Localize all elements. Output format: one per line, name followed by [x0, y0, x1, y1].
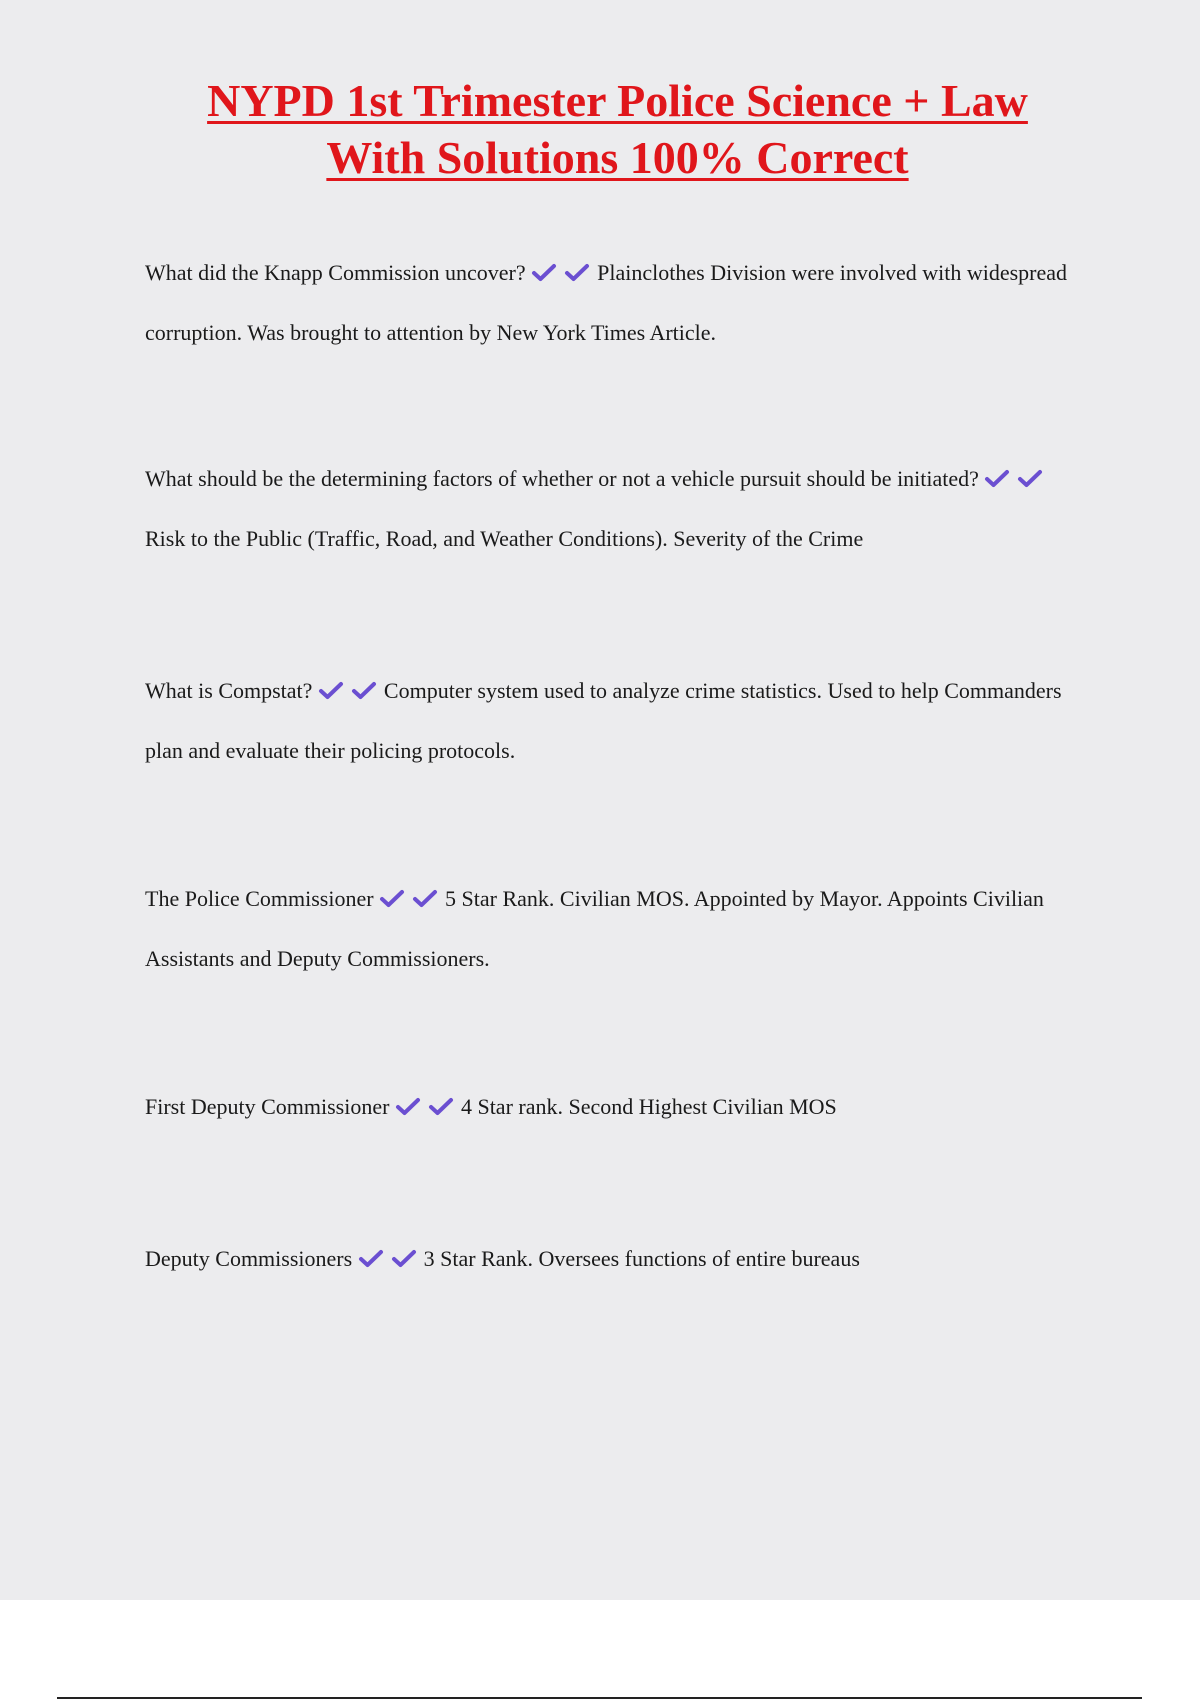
check-icon [564, 263, 590, 283]
qa-item [145, 243, 1075, 363]
title-line-2: With Solutions 100% Correct [326, 132, 909, 183]
document-title [100, 72, 1135, 186]
answer-text: Risk to the Public (Traffic, Road, and Weather Conditions). Severity of the Crime [145, 526, 864, 551]
check-icon [531, 263, 557, 283]
check-icon [351, 681, 377, 701]
check-icon [391, 1249, 417, 1269]
qa-item [145, 1077, 1075, 1137]
question-text: What is Compstat? [145, 678, 313, 703]
check-icon [412, 889, 438, 909]
question-text: What should be the determining factors of whether or not a vehicle pursuit should be initiated? [145, 466, 979, 491]
footer-divider [57, 1697, 1142, 1699]
check-icon [395, 1097, 421, 1117]
check-icon [358, 1249, 384, 1269]
answer-text: 4 Star rank. Second Highest Civilian MOS [460, 1094, 837, 1119]
check-icon [1017, 469, 1043, 489]
answer-text: 3 Star Rank. Oversees functions of entire bureaus [423, 1246, 860, 1271]
check-icon [984, 469, 1010, 489]
check-icon [318, 681, 344, 701]
answer-text: Plainclothes Division were involved with widespread corruption. Was brought to attention by New York Times Article. [145, 260, 1068, 345]
qa-item [145, 661, 1075, 781]
question-text: First Deputy Commissioner [145, 1094, 390, 1119]
check-icon [379, 889, 405, 909]
qa-item [145, 1229, 1075, 1289]
question-text: What did the Knapp Commission uncover? [145, 260, 526, 285]
qa-item [145, 449, 1075, 569]
answer-text: 5 Star Rank. Civilian MOS. Appointed by Mayor. Appoints Civilian Assistants and Deputy Commissioners. [145, 886, 1044, 971]
answer-text: Computer system used to analyze crime statistics. Used to help Commanders plan and evaluate their policing protocols. [145, 678, 1062, 763]
question-text: The Police Commissioner [145, 886, 374, 911]
check-icon [428, 1097, 454, 1117]
qa-item [145, 869, 1075, 989]
title-line-1: NYPD 1st Trimester Police Science + Law [207, 75, 1028, 126]
question-text: Deputy Commissioners [145, 1246, 353, 1271]
